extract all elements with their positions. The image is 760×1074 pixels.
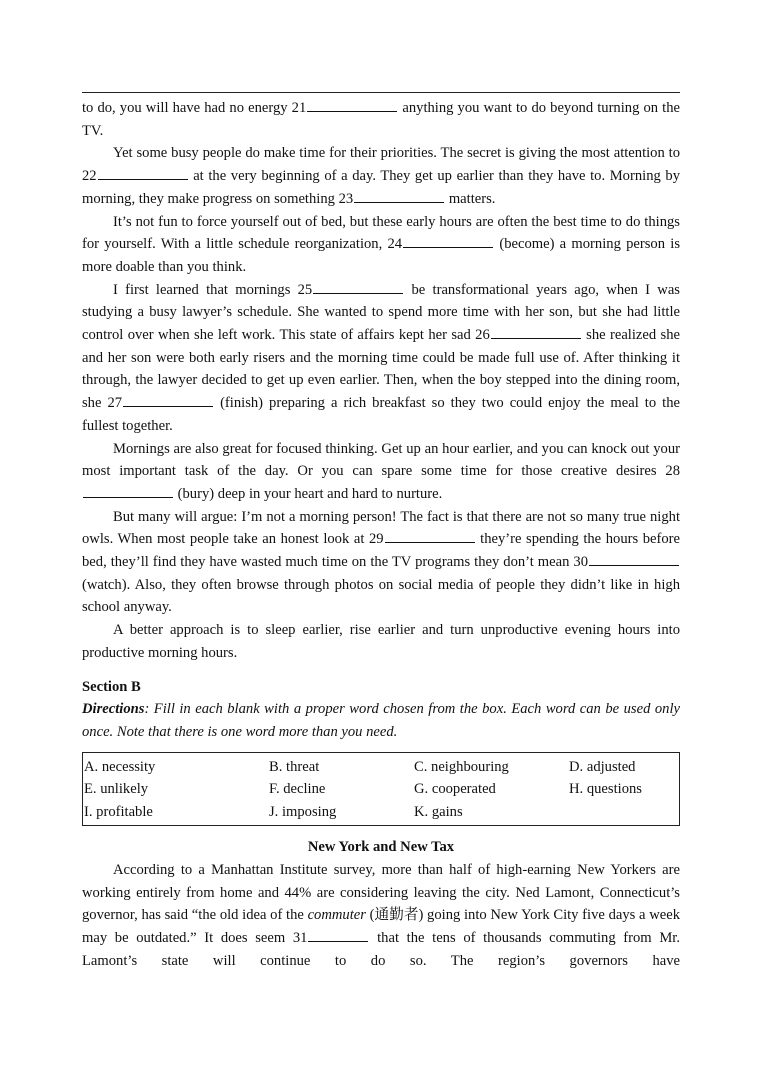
directions-label: Directions — [82, 701, 145, 718]
word-option: I. profitable — [84, 803, 153, 820]
blank-29[interactable] — [385, 528, 475, 543]
directions-text: : Fill in each blank with a proper word chosen from the box. Each word can be used only once. Note that there is one word more than you need. — [82, 701, 680, 740]
text-run: (bury) deep in your heart and hard to nurture. — [174, 485, 443, 502]
text-run: Mornings are also great for focused thinking. Get up an hour earlier, and you can knock out your most important task of the day. Or you can spare some time for those creative desires 28 — [82, 440, 680, 480]
text-run: According to a Manhattan Institute survey, more than half of high-earning New Yorkers are working entirely from home and 44% are considering leaving the city. Ned Lamont, Connecticut’s governor, has said “the old idea of the — [82, 861, 680, 924]
word-option: H. questions — [569, 781, 642, 798]
word-option: E. unlikely — [84, 781, 149, 798]
passage-title: New York and New Tax — [307, 839, 455, 856]
text-run: Yet some busy people do make time for their priorities. The secret is giving the most attention to 22 — [82, 145, 680, 185]
text-run: (become) a morning person is more doable than you think. — [82, 236, 680, 275]
text-run: It’s not fun to force yourself out of bed, but these early hours are often the best time to do things for yourself. With a little schedule reorganization, 24 — [82, 213, 680, 253]
word-box-row — [83, 756, 679, 779]
blank-23[interactable] — [354, 188, 444, 203]
text-run: to do, you will have had no energy 21 — [82, 100, 307, 116]
word-box-row — [83, 801, 679, 824]
paragraph-focused-thinking — [82, 438, 680, 506]
header-rule — [82, 92, 680, 93]
word-box — [82, 752, 680, 827]
blank-24[interactable] — [403, 233, 493, 248]
paragraph-lawyer — [82, 279, 680, 438]
section-b-title: Section B — [82, 678, 141, 695]
text-run: at the very beginning of a day. They get up earlier than they have to. Morning by morning, they make progress on something 23 — [82, 168, 680, 207]
word-option: C. neighbouring — [414, 758, 509, 775]
text-run: (watch). Also, they often browse through photos on social media of people they didn’t like in high school anyway. — [82, 576, 680, 616]
paragraph-priorities — [82, 142, 680, 210]
text-run: (通勤者) going into New York City five days a week may be outdated.” It does seem 31 — [82, 907, 680, 946]
word-option: F. decline — [269, 781, 326, 798]
word-box-row — [83, 778, 679, 801]
blank-30[interactable] — [589, 551, 679, 566]
italic-term: commuter — [307, 907, 366, 924]
word-option: B. threat — [269, 758, 320, 775]
word-option: G. cooperated — [414, 781, 496, 798]
text-run: anything you want to do beyond turning on the TV. — [82, 100, 681, 139]
blank-28[interactable] — [83, 483, 173, 498]
blank-22[interactable] — [98, 165, 188, 180]
word-option: J. imposing — [269, 803, 337, 820]
text-run: be transformational years ago, when I was studying a busy lawyer’s schedule. She wanted to spend more time with her son, but she had little control over when she left work. This state of affairs kept her sad 26 — [82, 281, 680, 344]
blank-25[interactable] — [313, 279, 403, 294]
exam-page-text — [82, 97, 680, 972]
word-option: D. adjusted — [569, 758, 636, 775]
paragraph-better-approach: A better approach is to sleep earlier, rise earlier and turn unproductive evening hours into productive morning hours. — [82, 622, 680, 661]
section-b-directions — [82, 698, 680, 743]
word-option: A. necessity — [84, 758, 156, 775]
text-run: I first learned that mornings 25 — [113, 281, 313, 298]
blank-21[interactable] — [307, 97, 397, 112]
paragraph-continuation — [82, 97, 680, 142]
word-option — [569, 801, 679, 824]
text-run: (finish) preparing a rich breakfast so they two could enjoy the meal to the fullest together. — [82, 395, 680, 434]
blank-31[interactable] — [308, 927, 368, 942]
blank-26[interactable] — [491, 324, 581, 339]
paragraph-night-owls — [82, 506, 680, 620]
text-run: she realized she and her son were both early risers and the morning time could be made full use of. After thinking it through, the lawyer decided to get up even earlier. Then, when the boy stepped into the dining room, she 27 — [82, 327, 680, 412]
paragraph-new-york — [82, 859, 680, 973]
blank-27[interactable] — [123, 392, 213, 407]
paragraph-early-hours — [82, 211, 680, 279]
text-run: matters. — [445, 190, 496, 207]
text-run: But many will argue: I’m not a morning person! The fact is that there are not so many true night owls. When most people take an honest look at 29 — [82, 508, 680, 548]
word-option: K. gains — [414, 803, 463, 820]
text-run: that the tens of thousands commuting from Mr. Lamont’s state will continue to do so. The region’s governors have — [82, 930, 680, 969]
text-run: they’re spending the hours before bed, they’ll find they have wasted much time on the TV programs they don’t mean 30 — [82, 531, 681, 571]
